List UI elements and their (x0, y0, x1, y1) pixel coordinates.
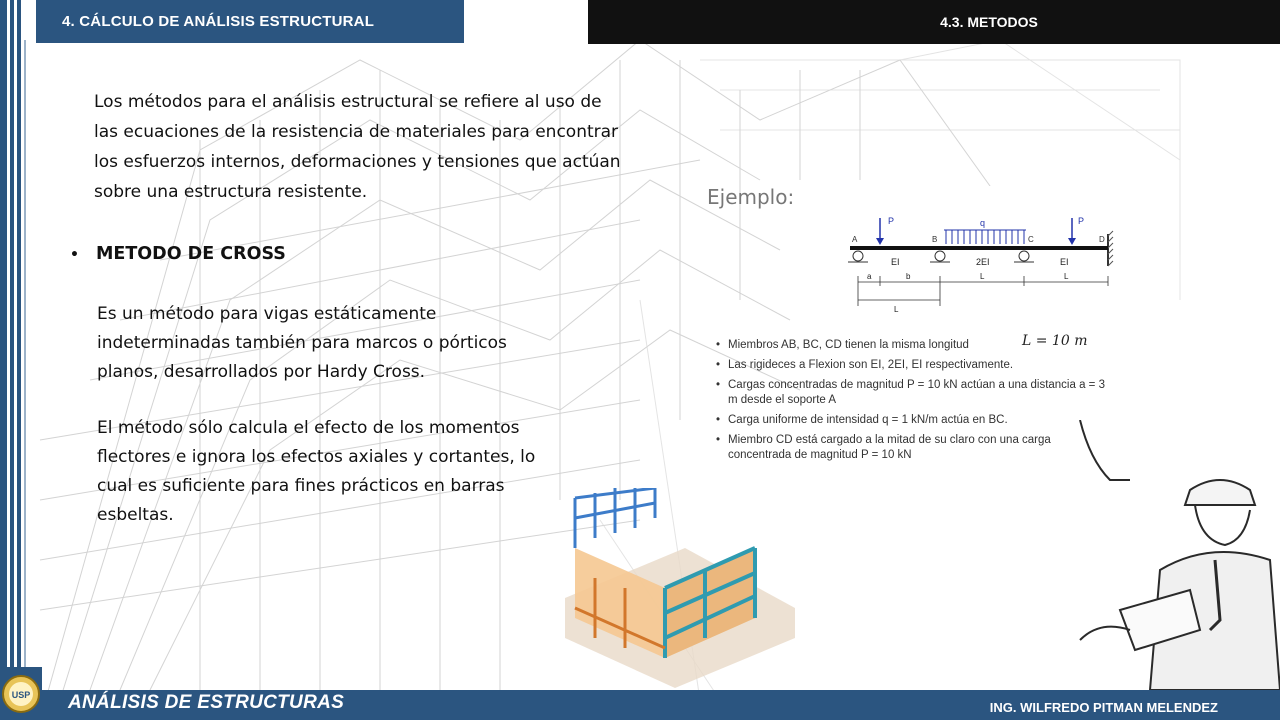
intro-line: sobre una estructura resistente. (94, 182, 368, 202)
paragraph-line: indeterminadas también para marcos o pórticos (97, 333, 507, 353)
beam-diagram-svg (836, 186, 1118, 326)
method-limitations (97, 414, 597, 530)
support-label: B (932, 235, 938, 244)
dimension-label: L (894, 305, 899, 314)
list-item (714, 378, 1114, 408)
list-item-text: Las rigideces a Flexion son EI, 2EI, EI respectivamente. (728, 359, 1014, 371)
paragraph-line: flectores e ignora los efectos axiales y cortantes, lo (97, 447, 536, 467)
paragraph-line: esbeltas. (97, 505, 174, 525)
method-title: METODO DE CROSS (96, 244, 286, 264)
list-item-text: Cargas concentradas de magnitud P = 10 kN actúan a una distancia a = 3 m desde el soporte A (728, 379, 1105, 406)
method-description (97, 300, 577, 387)
point-load-right (1068, 216, 1084, 245)
intro-paragraph (94, 87, 704, 207)
dimension-label: L (1064, 272, 1069, 281)
engineers-illustration (1040, 420, 1280, 690)
university-logo (0, 667, 42, 720)
subsection-title: 4.3. METODOS (940, 14, 1038, 30)
point-load-left (876, 216, 894, 245)
method-heading (70, 244, 286, 264)
support-label: D (1099, 235, 1105, 244)
list-item-text: Miembros AB, BC, CD tienen la misma longitud (728, 339, 969, 351)
fixed-support-d (1108, 231, 1113, 266)
paragraph-line: planos, desarrollados por Hardy Cross. (97, 362, 426, 382)
section-title: 4. CÁLCULO DE ANÁLISIS ESTRUCTURAL (62, 13, 375, 30)
support-label: C (1028, 235, 1034, 244)
beam (850, 246, 1108, 250)
load-label: P (888, 216, 895, 226)
left-stripes-decoration (0, 0, 34, 690)
subsection-header (588, 0, 1280, 44)
list-item-text: Carga uniforme de intensidad q = 1 kN/m actúa en BC. (728, 414, 1008, 426)
dimension-label: L (980, 272, 985, 281)
paragraph-line: El método sólo calcula el efecto de los momentos (97, 418, 520, 438)
support-label: A (852, 235, 858, 244)
example-label: Ejemplo: (707, 185, 795, 209)
paragraph-line: Es un método para vigas estáticamente (97, 304, 437, 324)
paragraph-line: cual es suficiente para fines prácticos en barras (97, 476, 505, 496)
bullet-icon: • (70, 247, 79, 263)
list-item-text: Miembro CD está cargado a la mitad de su claro con una carga concentrada de magnitud P = 10 kN (728, 434, 1051, 461)
course-title: ANÁLISIS DE ESTRUCTURAS (68, 692, 345, 713)
roller-supports (848, 251, 1034, 262)
intro-line: los esfuerzos internos, deformaciones y tensiones que actúan (94, 152, 621, 172)
beam-diagram (836, 186, 1118, 326)
dimension-label: a (867, 272, 872, 281)
equation: L = 10 m (1022, 333, 1088, 349)
list-item (714, 358, 1114, 373)
dimension-label: b (906, 272, 911, 281)
stiffness-label: EI (1060, 257, 1069, 267)
distributed-load (944, 218, 1026, 244)
intro-line: las ecuaciones de la resistencia de materiales para encontrar (94, 122, 619, 142)
list-item (714, 333, 1114, 353)
stiffness-label: EI (891, 257, 900, 267)
load-label: q (980, 218, 986, 228)
building-frame-illustration (555, 488, 795, 688)
author-name: ING. WILFREDO PITMAN MELENDEZ (989, 700, 1218, 715)
intro-line: Los métodos para el análisis estructural se refiere al uso de (94, 92, 602, 112)
logo-text: USP (11, 690, 31, 700)
section-header (36, 0, 464, 43)
stiffness-label: 2EI (976, 257, 990, 267)
load-label: P (1078, 216, 1085, 226)
